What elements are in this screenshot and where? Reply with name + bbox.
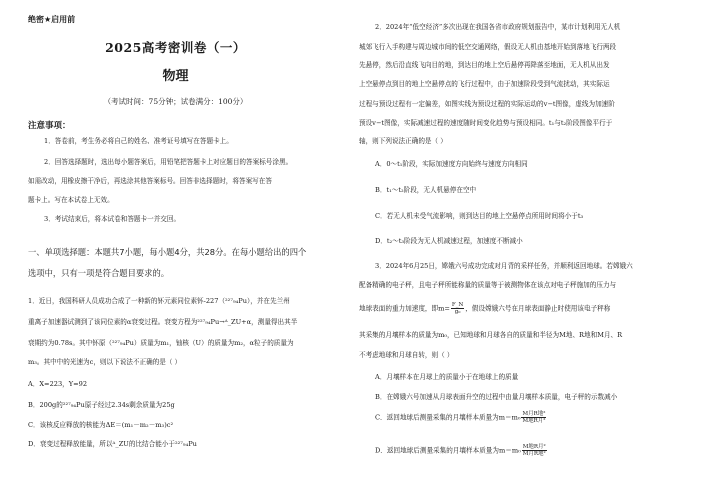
right-page bbox=[351, 0, 702, 490]
q3-line-5: 不考虑地球和月球自转，则（ ） bbox=[359, 351, 454, 359]
q3-option-d-denominator: M月R地² bbox=[522, 451, 546, 457]
notice-heading: 注意事项： bbox=[28, 121, 71, 131]
subject-title: 物理 bbox=[162, 69, 189, 84]
q1-line-1: 1．近日，我国科研人员成功合成了一种新的钚元素同位素钚-227（²²⁷₉₄Pu），并在先兰州 bbox=[28, 297, 290, 305]
secret-mark: 绝密★启用前 bbox=[28, 15, 76, 24]
q2-line-5: 过程与预设过程有一定偏差，如图实线为预设过程的实际运动的v−t图像，虚线为加速阶 bbox=[359, 100, 615, 108]
section1-heading-line1: 一、单项选择题：本题共7小题，每小题4分，共28分。在每小题给出的四个 bbox=[28, 247, 307, 257]
notice-item-3: 3．考试结束后，将本试卷和答题卡一并交回。 bbox=[44, 215, 181, 223]
q1-line-2: 重离子加速器试测到了该同位素的α衰变过程。衰变方程为²²⁷₉₄Pu→ᴬ_ZU+α，测量得出其半 bbox=[28, 318, 298, 326]
notice-item-2c: 题卡上。写在本试卷上无效。 bbox=[28, 196, 114, 204]
q2-line-3: 先悬停，然后沿直线飞向目的地，到达目的地上空后悬停再降落至地面，无人机从出发 bbox=[359, 61, 610, 69]
q1-option-d: D．衰变过程释放能量，所以ᴬ_ZU的比结合能小于²²⁷₉₄Pu bbox=[28, 440, 197, 448]
q3-formula-fraction bbox=[451, 302, 464, 315]
q2-line-6: 预设v−t图像，实际减速过程的速度随时间变化趋势与预设相同。t₁与t₂阶段图像平行于 bbox=[359, 119, 613, 127]
q1-option-c: C．该核反应释放的核能为ΔE＝(m₁－m₂－m₃)c² bbox=[28, 421, 174, 429]
q2-option-d: D．t₂～t₃阶段为无人机减速过程，加速度不断减小 bbox=[375, 237, 523, 245]
q3-formula-numerator: F_N bbox=[451, 302, 464, 308]
exam-time-info: （考试时间：75分钟；试卷满分：100分） bbox=[103, 97, 248, 106]
exam-title: 2025高考密训卷（一） bbox=[105, 40, 246, 55]
q3-option-c-numerator: M月R地² bbox=[522, 411, 546, 417]
q1-line-4: m₃。其中中的光速为c，则以下说法不正确的是（ ） bbox=[28, 358, 182, 366]
q1-line-3: 衰期约为0.78s。其中钚原（²²⁷₉₄Pu）质量为m₁，铀核（U）的质量为m₂，α粒子的质量为 bbox=[28, 339, 294, 347]
q3-option-d bbox=[375, 444, 548, 457]
q2-line-7: 轴，则下列说法正确的是（ ） bbox=[359, 137, 447, 145]
q3-option-a: A．月壤样本在月球上的质量小于在地球上的质量 bbox=[375, 373, 519, 381]
q3-line-3 bbox=[359, 302, 610, 315]
section1-heading-line2: 选项中，只有一项是符合题目要求的。 bbox=[28, 268, 170, 278]
q2-line-2: 城郊飞行入手构建与周边城市间的低空交通网络，假设无人机由基地开始到落地飞行两段 bbox=[359, 43, 617, 51]
notice-item-2b: 如需改动，用橡皮擦干净后，再选涂其他答案标号。回答非选择题时，将答案写在答 bbox=[28, 177, 272, 185]
q3-line-3-end: ，假设嫦娥六号在月球表面静止时使用该电子秤称 bbox=[465, 304, 611, 313]
notice-item-2a: 2．回答选择题时，选出每小题答案后，用铅笔把答题卡上对应题目的答案标号涂黑。 bbox=[44, 158, 293, 166]
q3-option-d-fraction bbox=[522, 444, 547, 457]
q3-option-c-fraction bbox=[521, 411, 546, 424]
q3-line-3-start: 地球表面的重力加速度，即m= bbox=[359, 304, 450, 313]
q3-option-b: B．在嫦娥六号加速从月球表面升空的过程中由量月壤样本质量，电子秤的示数减小 bbox=[375, 393, 618, 401]
q2-option-a: A．0～t₁阶段，实际加速度方向始终与速度方向相同 bbox=[375, 160, 528, 168]
q3-option-d-numerator: M地R月² bbox=[522, 444, 546, 450]
notice-item-1: 1．答卷前，考生务必将自己的姓名、准考证号填写在答题卡上。 bbox=[44, 137, 233, 145]
q3-option-c-denominator: M地R月² bbox=[522, 418, 546, 424]
q2-option-b: B．t₁～t₂阶段，无人机悬停在空中 bbox=[375, 186, 477, 194]
q3-line-4: 其采集的月壤样本的质量为m₀，已知地球和月球各自的质量和半径为M地、R地和M月、R bbox=[359, 331, 623, 339]
q3-line-1: 3．2024年6月25日，嫦娥六号成功完成对月背的采样任务，并顺利返回地球。若嫦娥六 bbox=[375, 262, 633, 270]
q3-line-2: 配备精确的电子秤，且电子秤所能称量的质量等于被测物体在该点对电子秤施加的压力与 bbox=[359, 281, 617, 289]
q3-option-c-text: C．返回地球后测量采集的月壤样本质量为m＝m₀ bbox=[375, 413, 521, 422]
q2-line-1: 2．2024年“低空经济”多次出现在我国各省市政府规划报告中，某市计划利用无人机 bbox=[375, 23, 621, 31]
q2-option-c: C．若无人机未受气流影响，则到达目的地上空悬停点所用时间将小于t₃ bbox=[375, 212, 584, 220]
q3-formula-denominator: g₀ bbox=[454, 309, 461, 315]
q2-line-4: 上空悬停点到目的地上空悬停点的飞行过程中，由于加速阶段受到气流扰动，其实际运 bbox=[359, 80, 610, 88]
q1-option-b: B．200g的²²⁷₉₄Pu原子经过2.34s剩余质量为25g bbox=[28, 401, 175, 409]
q3-option-c bbox=[375, 411, 547, 424]
q1-option-a: A．X=223，Y=92 bbox=[28, 380, 88, 388]
q3-option-d-text: D．返回地球后测量采集的月壤样本质量为m＝m₀ bbox=[375, 446, 521, 455]
